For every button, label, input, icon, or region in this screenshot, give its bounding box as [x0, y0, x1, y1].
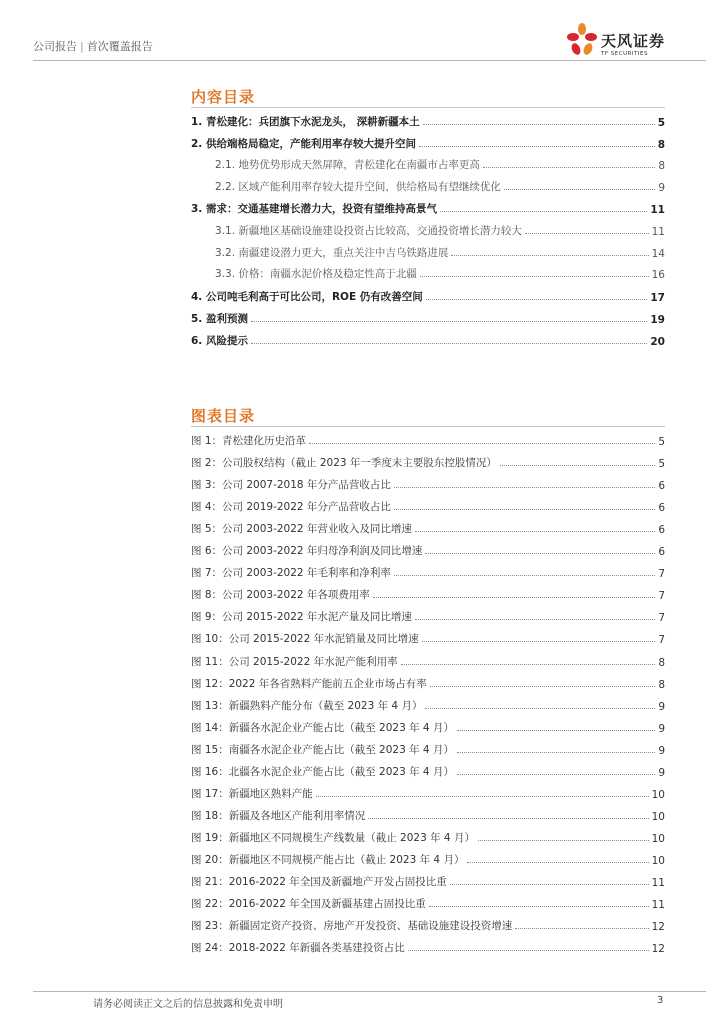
toc-entry-page: 20 [650, 336, 665, 348]
figure-entry-page: 9 [658, 701, 665, 713]
dot-leader [426, 299, 648, 300]
toc-entry-label: 5. 盈利预测 [191, 313, 248, 325]
toc-entry-page: 8 [657, 139, 665, 151]
figure-entry-label: 图 20：新疆地区不同规模产能占比（截止 2023 年 4 月） [191, 854, 465, 866]
toc-entry[interactable] [191, 308, 665, 326]
figure-entry[interactable] [191, 695, 665, 713]
page-header [33, 38, 153, 54]
dot-leader [394, 509, 655, 510]
figure-entry[interactable] [191, 518, 665, 536]
figure-entry-page: 9 [658, 767, 665, 779]
dot-leader [422, 641, 656, 642]
dot-leader [440, 211, 647, 212]
figure-entry[interactable] [191, 673, 665, 691]
figure-entry[interactable] [191, 562, 665, 580]
dot-leader [457, 752, 655, 753]
dot-leader [373, 597, 655, 598]
figure-entry-label: 图 3：公司 2007-2018 年分产品营收占比 [191, 479, 391, 491]
logo-name-cn: 天风证券 [601, 32, 666, 50]
figure-entry-page: 10 [651, 855, 665, 867]
toc-entry-label: 3. 需求：交通基建增长潜力大，投资有望维持高景气 [191, 203, 437, 215]
dot-leader [515, 928, 648, 929]
toc-entry[interactable] [191, 198, 665, 216]
dot-leader [419, 146, 655, 147]
figure-entry[interactable] [191, 584, 665, 602]
toc-entry-label: 3.1. 新疆地区基础设施建设投资占比较高，交通投资增长潜力较大 [215, 225, 522, 237]
toc-title: 内容目录 [191, 88, 256, 106]
toc-subentry[interactable] [215, 242, 665, 260]
dot-leader [457, 774, 655, 775]
toc-subentry[interactable] [215, 220, 665, 238]
dot-leader [467, 862, 648, 863]
figure-entry-page: 12 [651, 921, 665, 933]
dot-leader [309, 443, 655, 444]
footer-divider [33, 991, 706, 992]
figure-entry-label: 图 14：新疆各水泥企业产能占比（截至 2023 年 4 月） [191, 722, 454, 734]
flower-logo-icon [567, 22, 597, 62]
figure-entry-label: 图 18：新疆及各地区产能利用率情况 [191, 810, 366, 822]
figure-entry-label: 图 11：公司 2015-2022 年水泥产能利用率 [191, 656, 398, 668]
figure-entry-label: 图 6：公司 2003-2022 年归母净利润及同比增速 [191, 545, 423, 557]
figure-entry-page: 12 [651, 943, 665, 955]
toc-entry-page: 17 [650, 292, 665, 304]
dot-leader [483, 167, 655, 168]
figure-entry-label: 图 5：公司 2003-2022 年营业收入及同比增速 [191, 523, 412, 535]
dot-leader [430, 686, 656, 687]
figure-entry-page: 7 [658, 634, 665, 646]
figures-title-rule [191, 426, 665, 427]
figure-entry-label: 图 13：新疆熟料产能分布（截至 2023 年 4 月） [191, 700, 423, 712]
toc-entry-label: 4. 公司吨毛利高于可比公司，ROE 仍有改善空间 [191, 291, 423, 303]
figure-entry-label: 图 24：2018-2022 年新疆各类基建投资占比 [191, 942, 405, 954]
dot-leader [415, 619, 655, 620]
dot-leader [368, 818, 648, 819]
toc-entry-page: 11 [651, 226, 665, 238]
dot-leader [316, 796, 649, 797]
toc-entry[interactable] [191, 286, 665, 304]
header-separator: | [80, 40, 84, 53]
figure-entry-label: 图 2：公司股权结构（截止 2023 年一季度末主要股东控股情况） [191, 457, 497, 469]
figure-entry[interactable] [191, 717, 665, 735]
toc-entry[interactable] [191, 330, 665, 348]
dot-leader [423, 124, 655, 125]
figure-entry-label: 图 21：2016-2022 年全国及新疆地产开发占固投比重 [191, 876, 447, 888]
dot-leader [429, 906, 649, 907]
figure-entry-label: 图 23：新疆固定资产投资、房地产开发投资、基础设施建设投资增速 [191, 920, 513, 932]
toc-entry[interactable] [191, 111, 665, 129]
figure-entry[interactable] [191, 651, 665, 669]
figure-entry-page: 7 [658, 612, 665, 624]
figure-entry-label: 图 10：公司 2015-2022 年水泥销量及同比增速 [191, 633, 419, 645]
dot-leader [478, 840, 649, 841]
logo-name-en: TF SECURITIES [601, 51, 648, 57]
figure-entry-page: 6 [658, 502, 665, 514]
toc-entry-label: 2.2. 区域产能利用率存较大提升空间，供给格局有望继续优化 [215, 181, 501, 193]
figure-entry[interactable] [191, 628, 665, 646]
figure-entry[interactable] [191, 606, 665, 624]
figure-entry-page: 6 [658, 480, 665, 492]
dot-leader [457, 730, 655, 731]
figure-entry-label: 图 19：新疆地区不同规模生产线数量（截止 2023 年 4 月） [191, 832, 475, 844]
toc-entry-page: 8 [658, 160, 665, 172]
figure-entry-page: 10 [651, 811, 665, 823]
dot-leader [394, 575, 655, 576]
figure-entry[interactable] [191, 430, 665, 448]
figure-entry-page: 11 [651, 899, 665, 911]
figure-entry[interactable] [191, 805, 665, 823]
page-number: 3 [657, 995, 664, 1006]
figure-entry[interactable] [191, 893, 665, 911]
figure-entry-label: 图 16：北疆各水泥企业产能占比（截至 2023 年 4 月） [191, 766, 454, 778]
figure-entry[interactable] [191, 540, 665, 558]
figure-entry-page: 7 [658, 590, 665, 602]
dot-leader [401, 664, 656, 665]
figure-entry-label: 图 1：青松建化历史沿革 [191, 435, 307, 447]
figure-entry[interactable] [191, 827, 665, 845]
figure-entry-label: 图 22：2016-2022 年全国及新疆基建占固投比重 [191, 898, 426, 910]
dot-leader [425, 553, 655, 554]
figure-entry[interactable] [191, 937, 665, 955]
figure-entry-label: 图 7：公司 2003-2022 年毛利率和净利率 [191, 567, 391, 579]
toc-entry-page: 11 [650, 204, 665, 216]
figure-entry-page: 7 [658, 568, 665, 580]
figure-entry-page: 9 [658, 745, 665, 757]
dot-leader [251, 343, 647, 344]
figure-entry-label: 图 12：2022 年各省熟料产能前五企业市场占有率 [191, 678, 427, 690]
figure-entry[interactable] [191, 761, 665, 779]
toc-entry-page: 19 [650, 314, 665, 326]
toc-subentry[interactable] [215, 176, 665, 194]
dot-leader [415, 531, 655, 532]
dot-leader [450, 884, 649, 885]
figure-entry-page: 6 [658, 546, 665, 558]
figure-entry-label: 图 17：新疆地区熟料产能 [191, 788, 313, 800]
dot-leader [425, 708, 655, 709]
header-divider [33, 60, 706, 61]
toc-entry-page: 16 [651, 269, 665, 281]
figure-entry-page: 5 [658, 436, 665, 448]
figure-entry-label: 图 8：公司 2003-2022 年各项费用率 [191, 589, 370, 601]
figure-entry-label: 图 15：南疆各水泥企业产能占比（截至 2023 年 4 月） [191, 744, 454, 756]
toc-entry-label: 1. 青松建化：兵团旗下水泥龙头， 深耕新疆本土 [191, 116, 420, 128]
dot-leader [408, 950, 649, 951]
figure-entry[interactable] [191, 783, 665, 801]
toc-entry-page: 14 [651, 248, 665, 260]
header-report-type: 公司报告 [33, 40, 77, 53]
figure-entry-page: 8 [658, 679, 665, 691]
dot-leader [525, 233, 649, 234]
figure-entry-page: 5 [658, 458, 665, 470]
figure-entry-page: 6 [658, 524, 665, 536]
toc-entry-page: 5 [657, 117, 665, 129]
figure-entry-label: 图 9：公司 2015-2022 年水泥产量及同比增速 [191, 611, 412, 623]
toc-entry[interactable] [191, 133, 665, 151]
header-report-subtype: 首次覆盖报告 [86, 40, 153, 53]
toc-subentry[interactable] [215, 263, 665, 281]
dot-leader [420, 276, 649, 277]
toc-entry-label: 3.2. 南疆建设潜力更大，重点关注中吉乌铁路进展 [215, 247, 449, 259]
footer-disclaimer: 请务必阅读正文之后的信息披露和免责申明 [93, 999, 283, 1010]
figure-entry-page: 11 [651, 877, 665, 889]
figure-entry-label: 图 4：公司 2019-2022 年分产品营收占比 [191, 501, 391, 513]
toc-entry-page: 9 [658, 182, 665, 194]
figures-title: 图表目录 [191, 407, 256, 425]
dot-leader [500, 465, 655, 466]
dot-leader [504, 189, 655, 190]
figure-entry-page: 8 [658, 657, 665, 669]
figure-entry-page: 10 [651, 833, 665, 845]
figure-entry[interactable] [191, 871, 665, 889]
figure-entry[interactable] [191, 849, 665, 867]
figure-entry[interactable] [191, 474, 665, 492]
figure-entry[interactable] [191, 452, 665, 470]
toc-title-rule [191, 107, 665, 108]
figure-entry-page: 9 [658, 723, 665, 735]
toc-entry-label: 2.1. 地势优势形成天然屏障，青松建化在南疆市占率更高 [215, 159, 480, 171]
dot-leader [251, 321, 647, 322]
figure-entry[interactable] [191, 915, 665, 933]
toc-entry-label: 2. 供给端格局稳定，产能利用率存较大提升空间 [191, 138, 416, 150]
toc-entry-label: 6. 风险提示 [191, 335, 248, 347]
toc-subentry[interactable] [215, 154, 665, 172]
dot-leader [451, 255, 648, 256]
figure-entry[interactable] [191, 496, 665, 514]
figure-entry-page: 10 [651, 789, 665, 801]
figure-entry[interactable] [191, 739, 665, 757]
dot-leader [394, 487, 655, 488]
toc-entry-label: 3.3. 价格：南疆水泥价格及稳定性高于北疆 [215, 268, 417, 280]
